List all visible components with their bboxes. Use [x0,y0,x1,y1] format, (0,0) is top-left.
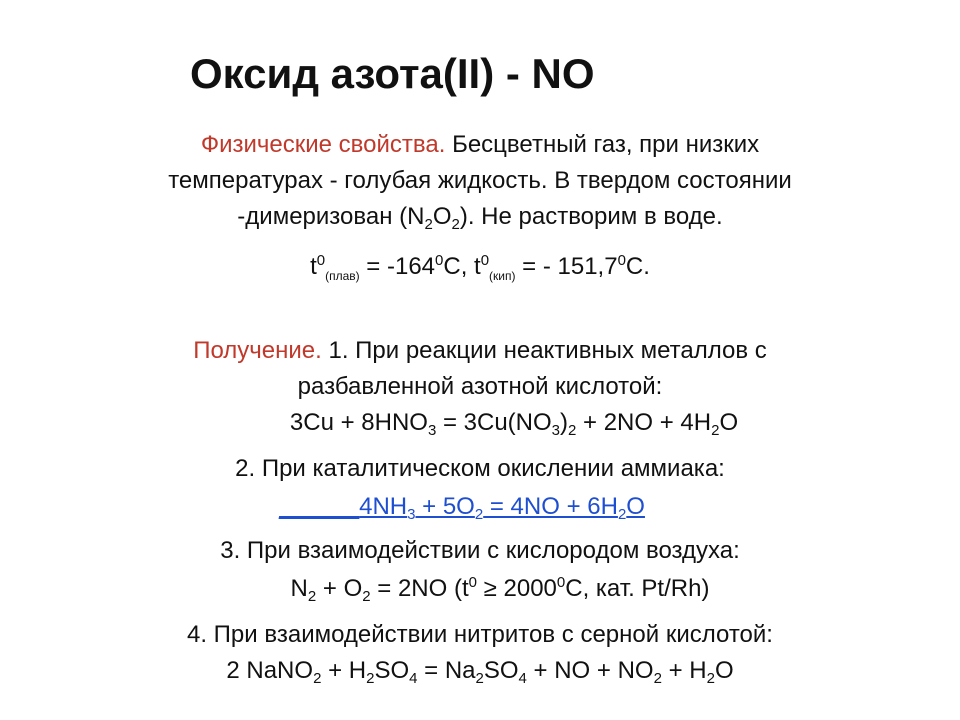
sub: 2 [568,422,577,439]
physical-text-3c: O [432,203,452,230]
sub: 2 [424,216,433,233]
eq-part: + 5O [415,493,475,520]
eq-part: + O [316,575,363,602]
eq-part: ) [560,409,569,436]
eq-part: + NO + NO [526,657,654,684]
production-item-1a: 1. При реакции неактивных металлов с [321,337,767,364]
eq-part: 4NH [359,493,408,520]
sub: 3 [427,422,437,439]
melt-value: = -164 [359,253,436,280]
eq-part: O [714,657,734,684]
sub: 2 [653,670,662,687]
eq-part: = 2NO (t [370,575,469,602]
eq-part: = 4NO + 6H [483,493,618,520]
production-label: Получение. [193,337,322,364]
sup: 0 [617,252,626,269]
eq-part: O [626,493,645,520]
eq-part: SO [374,657,410,684]
equation-4 [0,656,960,686]
production-item-4: 4. При взаимодействии нитритов с серной кислотой: [187,621,773,648]
eq-part: C, кат. Pt/Rh) [565,575,710,602]
physical-line-2: температурах - голубая жидкость. В твердом состоянии [168,167,792,194]
sub: 2 [313,670,322,687]
sub: 2 [474,506,484,523]
eq-part: SO [483,657,519,684]
sup: 0 [480,252,490,269]
temperature-line [0,252,960,282]
melt-t: t [310,253,317,280]
eq-part: = Na [417,657,476,684]
eq-part: 3Cu + 8HNO [289,409,428,436]
sup: 0 [468,574,477,591]
eq-part: 2 NaNO [226,657,314,684]
eq-part: + 2NO + 4H [576,409,712,436]
equation-2-link-text[interactable] [279,493,645,523]
physical-label: Физические свойства. [200,131,446,158]
sub: 4 [518,670,527,687]
eq-part: ≥ 2000 [476,575,557,602]
sub: 2 [366,670,375,687]
physical-text-3e: ). Не растворим в воде. [459,203,723,230]
melt-unit: C, t [443,253,481,280]
eq-part: = 3Cu(NO [436,409,552,436]
boil-value: = - 151,7 [515,253,618,280]
sub: 3 [551,422,561,439]
sub: 2 [307,588,317,605]
sub: 2 [475,670,484,687]
boil-sub: (кип) [489,269,516,283]
sub: 2 [706,670,715,687]
equation-2-link[interactable] [0,492,942,522]
production-item-1b: разбавленной азотной кислотой: [297,373,663,400]
sub: 2 [451,216,460,233]
production-item-3: 3. При взаимодействии с кислородом воздуха: [220,537,740,564]
sub: 2 [362,588,371,605]
eq-part: ______ [279,493,360,520]
sub: 4 [409,670,418,687]
eq-part: N [290,575,308,602]
equation-1 [34,408,960,438]
eq-part: + H [321,657,367,684]
physical-line-1 [0,130,960,160]
boil-unit: C. [625,253,650,280]
physical-line-3 [0,202,960,232]
eq-part: O [719,409,739,436]
sup: 0 [556,574,566,591]
sub: 2 [711,422,720,439]
equation-3 [20,574,960,604]
sup: 0 [435,252,444,269]
sub: 3 [407,506,416,523]
slide-title: Оксид азота(II) - NO [190,50,595,97]
production-item-2: 2. При каталитическом окислении аммиака: [235,455,725,482]
sub: 2 [617,506,627,523]
sup: 0 [316,252,326,269]
physical-text-1: Бесцветный газ, при низких [445,131,760,158]
melt-sub: (плав) [325,269,360,283]
production-line-1 [0,336,960,366]
physical-text-3a: -димеризован (N [237,203,425,230]
eq-part: + H [661,657,707,684]
